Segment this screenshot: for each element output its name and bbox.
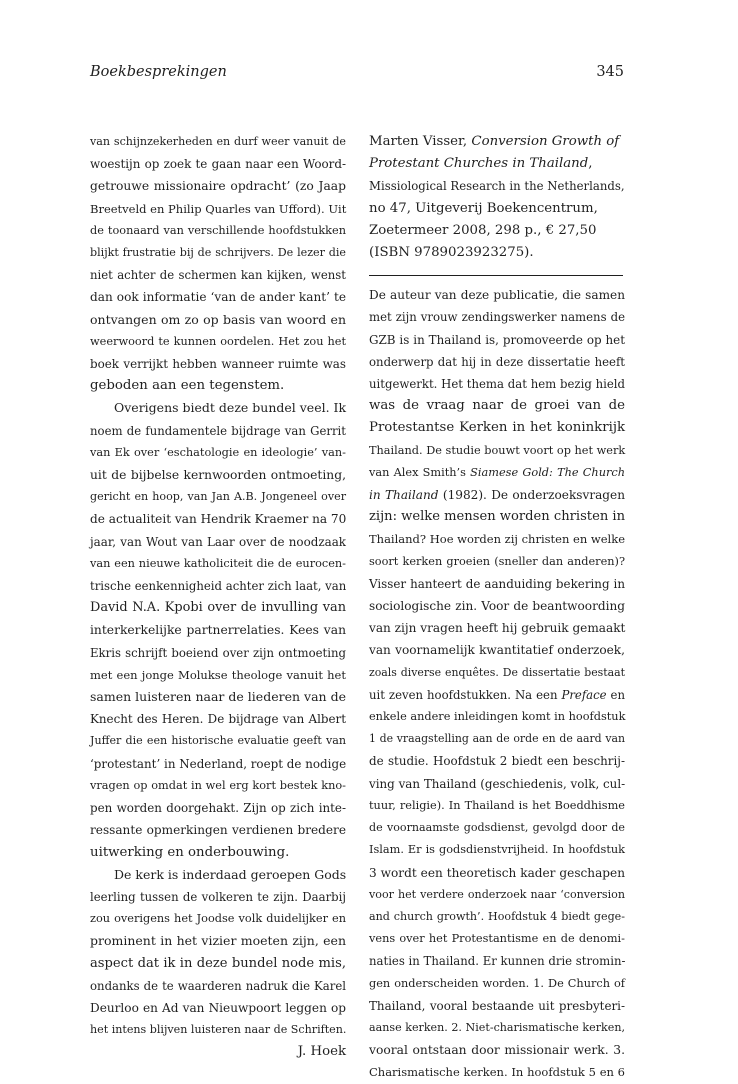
text-line: ontvangen om zo op basis van woord en	[90, 311, 346, 327]
text-line	[369, 484, 625, 506]
text-line: het intens blijven luisteren naar de Schriften.	[90, 1023, 347, 1037]
text-line: van een nieuwe katholiciteit die de eurocen-	[90, 556, 346, 570]
text-line: Thailand, vooral bestaande uit presbyteri-	[369, 998, 625, 1013]
text-run: (1982). De onderzoeksvragen	[438, 488, 625, 503]
text-line: Overigens biedt deze bundel veel. Ik	[114, 400, 347, 416]
text-line: Charismatische kerken. In hoofdstuk 5 en 6	[369, 1065, 625, 1080]
text-line: Ekris schrijft boeiend over zijn ontmoeting	[90, 645, 346, 660]
text-run: van Alex Smith’s	[369, 465, 471, 479]
text-run: uit zeven hoofdstukken. Na een	[369, 687, 562, 702]
left-column	[90, 131, 346, 1064]
text-line: blijkt frustratie bij de schrijvers. De lezer die	[90, 246, 346, 260]
text-line: Thailand? Hoe worden zij christen en welke	[369, 532, 625, 547]
book-series: Missiological Research in the Netherlands,	[369, 179, 625, 194]
book-citation	[369, 131, 625, 264]
text-line: sociologische zin. Voor de beantwoording	[369, 599, 625, 614]
text-line: vooral ontstaan door missionair werk. 3.	[369, 1043, 625, 1058]
book-isbn: (ISBN 9789023923275).	[369, 245, 534, 261]
text-line: van schijnzekerheden en durf weer vanuit de	[90, 135, 346, 148]
text-line: aanse kerken. 2. Niet-charismatische kerken,	[369, 1020, 625, 1034]
text-line: samen luisteren naar de liederen van de	[90, 689, 346, 705]
text-line	[369, 684, 625, 706]
text-line: aspect dat ik in deze bundel node mis,	[90, 955, 346, 971]
text-line: dan ook informatie ‘van de ander kant’ te	[90, 290, 346, 305]
text-line: zoals diverse enquêtes. De dissertatie bestaat	[369, 665, 625, 679]
book-place-price: Zoetermeer 2008, 298 p., € 27,50	[369, 222, 597, 238]
text-line: niet achter de schermen kan kijken, wenst	[90, 268, 346, 283]
text-line: de studie. Hoofdstuk 2 biedt een beschrij-	[369, 754, 625, 769]
text-line: uit de bijbelse kernwoorden ontmoeting,	[90, 468, 346, 483]
text-line: Thailand. De studie bouwt voort op het werk	[369, 443, 626, 457]
page-number: 345	[596, 64, 624, 80]
text-run: en	[606, 687, 625, 702]
divider	[369, 275, 623, 276]
text-line: uitwerking en onderbouwing.	[90, 844, 290, 860]
book-publisher: no 47, Uitgeverij Boekencentrum,	[369, 200, 598, 216]
text-line: geboden aan een tegenstem.	[90, 378, 285, 394]
text-line: naties in Thailand. Er kunnen drie stromin-	[369, 954, 626, 969]
text-line: zou overigens het Joodse volk duidelijker en	[90, 912, 346, 926]
text-line: GZB is in Thailand is, promoveerde op het	[369, 332, 625, 347]
text-line: Deurloo en Ad van Nieuwpoort leggen op	[90, 1000, 346, 1015]
text-line: gericht en hoop, van Jan A.B. Jongeneel over	[90, 490, 346, 504]
text-line: Visser hanteert de aanduiding bekering in	[369, 576, 625, 591]
text-line: tuur, religie). In Thailand is het Boeddhisme	[369, 798, 625, 812]
text-line: de voornaamste godsdienst, gevolgd door de	[369, 821, 625, 835]
text-line: Juffer die een historische evaluatie geeft van	[90, 734, 346, 748]
text-line: was de vraag naar de groei van de	[369, 398, 625, 414]
text-line: noem de fundamentele bijdrage van Gerrit	[90, 423, 346, 438]
text-line	[369, 462, 625, 484]
citation-line	[369, 131, 625, 153]
text-line: 3 wordt een theoretisch kader geschapen	[369, 865, 625, 880]
text-line: and church growth’. Hoofdstuk 4 biedt gege-	[369, 909, 625, 923]
text-line: getrouwe missionaire opdracht’ (zo Jaap	[90, 179, 346, 194]
text-line: ‘protestant’ in Nederland, roept de nodige	[90, 756, 347, 771]
text-line: onderwerp dat hij in deze dissertatie heeft	[369, 354, 625, 369]
text-line: 1 de vraagstelling aan de orde en de aard van	[369, 732, 625, 746]
citation-punct: ,	[588, 156, 593, 172]
text-line: leerling tussen de volkeren te zijn. Daarbij	[90, 889, 346, 904]
text-line: uitgewerkt. Het thema dat hem bezig hield	[369, 377, 625, 392]
text-line: woestijn op zoek te gaan naar een Woord-	[90, 157, 346, 172]
text-line: De auteur van deze publicatie, die samen	[369, 288, 625, 303]
text-line: de toonaard van verschillende hoofdstukken	[90, 223, 346, 237]
text-line: ressante opmerkingen verdienen bredere	[90, 823, 346, 838]
text-line: boek verrijkt hebben wanneer ruimte was	[90, 357, 346, 372]
text-line: David N.A. Kpobi over de invulling van	[90, 600, 346, 616]
text-line: van zijn vragen heeft hij gebruik gemaakt	[369, 621, 626, 636]
text-line: ving van Thailand (geschiedenis, volk, cul-	[369, 776, 626, 791]
cited-title: Siamese Gold: The Church	[470, 465, 625, 479]
cited-title: in Thailand	[369, 488, 439, 503]
text-line: Islam. Er is godsdienstvrijheid. In hoofdstuk	[369, 843, 625, 857]
text-line: voor het verdere onderzoek naar ‘conversion	[369, 887, 625, 901]
right-column	[369, 131, 625, 1084]
running-head: Boekbesprekingen	[90, 64, 227, 80]
text-line: de actualiteit van Hendrik Kraemer na 70	[90, 512, 347, 527]
text-line: van voornamelijk kwantitatief onderzoek,	[369, 643, 625, 658]
review-signature: J. Hoek	[297, 1044, 346, 1060]
text-line: prominent in het vizier moeten zijn, een	[90, 933, 346, 949]
text-line: interkerkelijke partnerrelaties. Kees van	[90, 623, 346, 638]
text-line: De kerk is inderdaad geroepen Gods	[114, 866, 347, 882]
text-line: zijn: welke mensen worden christen in	[369, 509, 626, 525]
text-line: pen worden doorgehakt. Zijn op zich inte-	[90, 801, 346, 816]
text-line: Knecht des Heren. De bijdrage van Albert	[90, 712, 346, 727]
text-line: enkele andere inleidingen komt in hoofdstuk	[369, 710, 626, 724]
text-line: trische eenkennigheid achter zich laat, van	[90, 579, 347, 594]
text-line: jaar, van Wout van Laar over de noodzaak	[90, 534, 346, 549]
text-line: ondanks de te waarderen nadruk die Karel	[90, 978, 346, 993]
text-line: van Ek over ‘eschatologie en ideologie’ van-	[90, 445, 346, 459]
book-author: Marten Visser,	[369, 134, 472, 149]
text-line: met zijn vrouw zendingswerker namens de	[369, 310, 625, 325]
text-line: weerwoord te kunnen oordelen. Het zou het	[90, 334, 346, 348]
text-line: gen onderscheiden worden. 1. De Church of	[369, 976, 625, 990]
book-title: Protestant Churches in Thailand	[369, 156, 589, 172]
text-line: Protestantse Kerken in het koninkrijk	[369, 420, 625, 436]
citation-line	[369, 153, 625, 175]
text-line: soort kerken groeien (sneller dan anderen)?	[369, 554, 625, 568]
italic-term: Preface	[561, 687, 607, 702]
text-line: met een jonge Molukse theologe vanuit het	[90, 667, 346, 682]
text-line: Breetveld en Philip Quarles van Ufford). Uit	[90, 201, 347, 216]
text-line: vragen op omdat in wel erg kort bestek kno-	[90, 778, 346, 792]
book-title: Conversion Growth of	[471, 134, 620, 149]
text-line: vens over het Protestantisme en de denomi-	[369, 932, 625, 946]
